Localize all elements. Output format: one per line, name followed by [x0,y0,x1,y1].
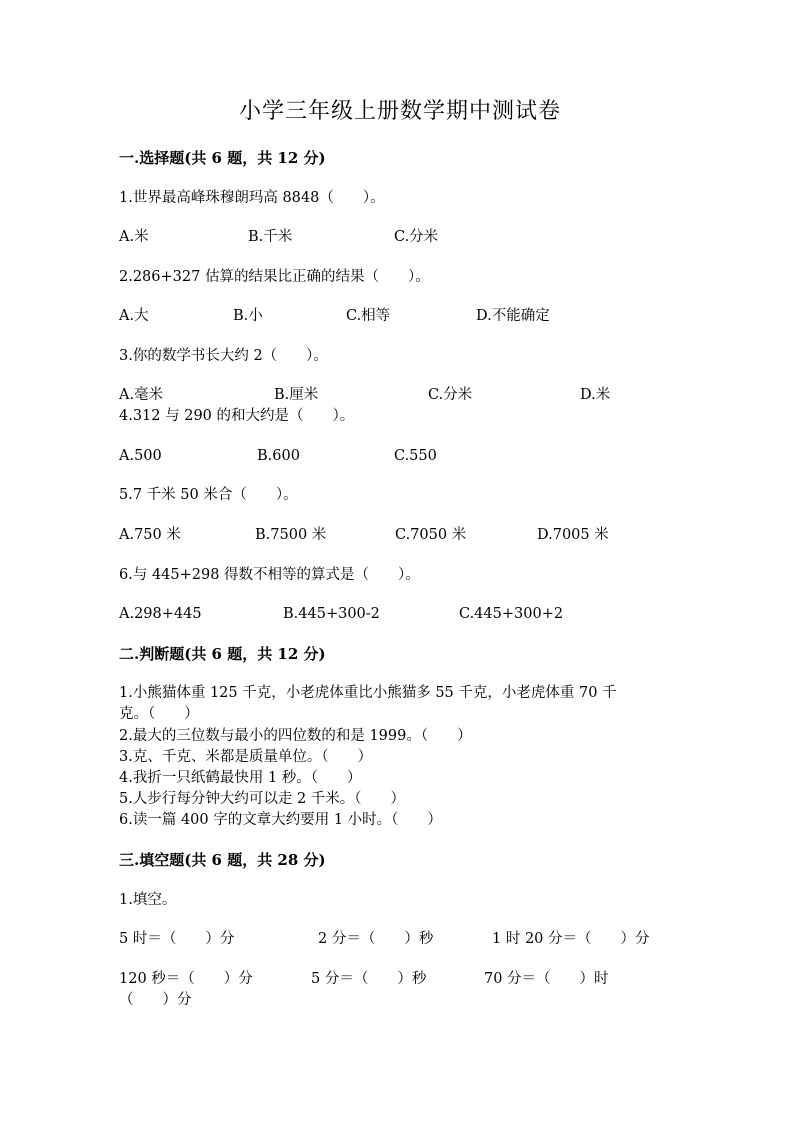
question-4-option-a: A.500 [119,448,162,464]
question-3-option-b: B.厘米 [274,387,319,403]
judgement-item-1-cont: 克。（ ） [119,706,199,722]
question-2-option-c: C.相等 [346,308,391,324]
question-3-stem: 3.你的数学书长大约 2（ ）。 [119,348,328,364]
question-5-option-c: C.7050 米 [395,527,467,543]
fill-cell-2-1: 120 秒＝（ ）分 [119,971,253,987]
fill-cell-3-1: （ ）分 [119,992,192,1008]
question-3-option-d: D.米 [580,387,611,403]
question-6-option-c: C.445+300+2 [459,606,564,622]
question-4-option-c: C.550 [394,448,437,464]
question-5-stem: 5.7 千米 50 米合（ ）。 [119,487,298,503]
judgement-item-4: 4.我折一只纸鹤最快用 1 秒。（ ） [119,770,362,786]
fill-cell-2-3: 70 分＝（ ）时 [484,971,609,987]
question-1-stem: 1.世界最高峰珠穆朗玛高 8848（ ）。 [119,190,385,206]
question-1-option-c: C.分米 [394,229,439,245]
question-2-option-d: D.不能确定 [476,308,550,324]
question-3-option-c: C.分米 [428,387,473,403]
question-6-option-a: A.298+445 [119,606,202,622]
section-heading-judgement: 二.判断题(共 6 题，共 12 分) [119,645,326,663]
question-4-stem: 4.312 与 290 的和大约是（ ）。 [119,408,355,424]
section-heading-choice: 一.选择题(共 6 题，共 12 分) [119,149,326,167]
question-3-option-a: A.毫米 [119,387,164,403]
judgement-item-3: 3.克、千克、米都是质量单位。（ ） [119,749,373,765]
judgement-item-1: 1.小熊猫体重 125 千克，小老虎体重比小熊猫多 55 千克，小老虎体重 70 千 [119,685,617,701]
page-title: 小学三年级上册数学期中测试卷 [238,99,561,124]
fill-cell-1-2: 2 分＝（ ）秒 [318,931,434,947]
question-2-option-a: A.大 [119,308,149,324]
fill-cell-1-1: 5 时＝（ ）分 [119,931,235,947]
fill-cell-1-3: 1 时 20 分＝（ ）分 [492,931,650,947]
section-heading-fill-in: 三.填空题(共 6 题，共 28 分) [119,851,326,869]
question-5-option-d: D.7005 米 [537,527,609,543]
question-6-stem: 6.与 445+298 得数不相等的算式是（ ）。 [119,567,420,583]
question-5-option-b: B.7500 米 [255,527,327,543]
question-6-option-b: B.445+300-2 [283,606,380,622]
question-1-option-b: B.千米 [248,229,293,245]
question-2-option-b: B.小 [233,308,263,324]
question-4-option-b: B.600 [257,448,300,464]
question-5-option-a: A.750 米 [119,527,181,543]
question-1-option-a: A.米 [119,229,149,245]
fill-cell-2-2: 5 分＝（ ）秒 [311,971,427,987]
judgement-item-5: 5.人步行每分钟大约可以走 2 千米。（ ） [119,791,406,807]
fill-question-1-stem: 1.填空。 [119,892,177,908]
judgement-item-2: 2.最大的三位数与最小的四位数的和是 1999。（ ） [119,728,472,744]
judgement-item-6: 6.读一篇 400 字的文章大约要用 1 小时。（ ） [119,812,442,828]
question-2-stem: 2.286+327 估算的结果比正确的结果（ ）。 [119,269,430,285]
